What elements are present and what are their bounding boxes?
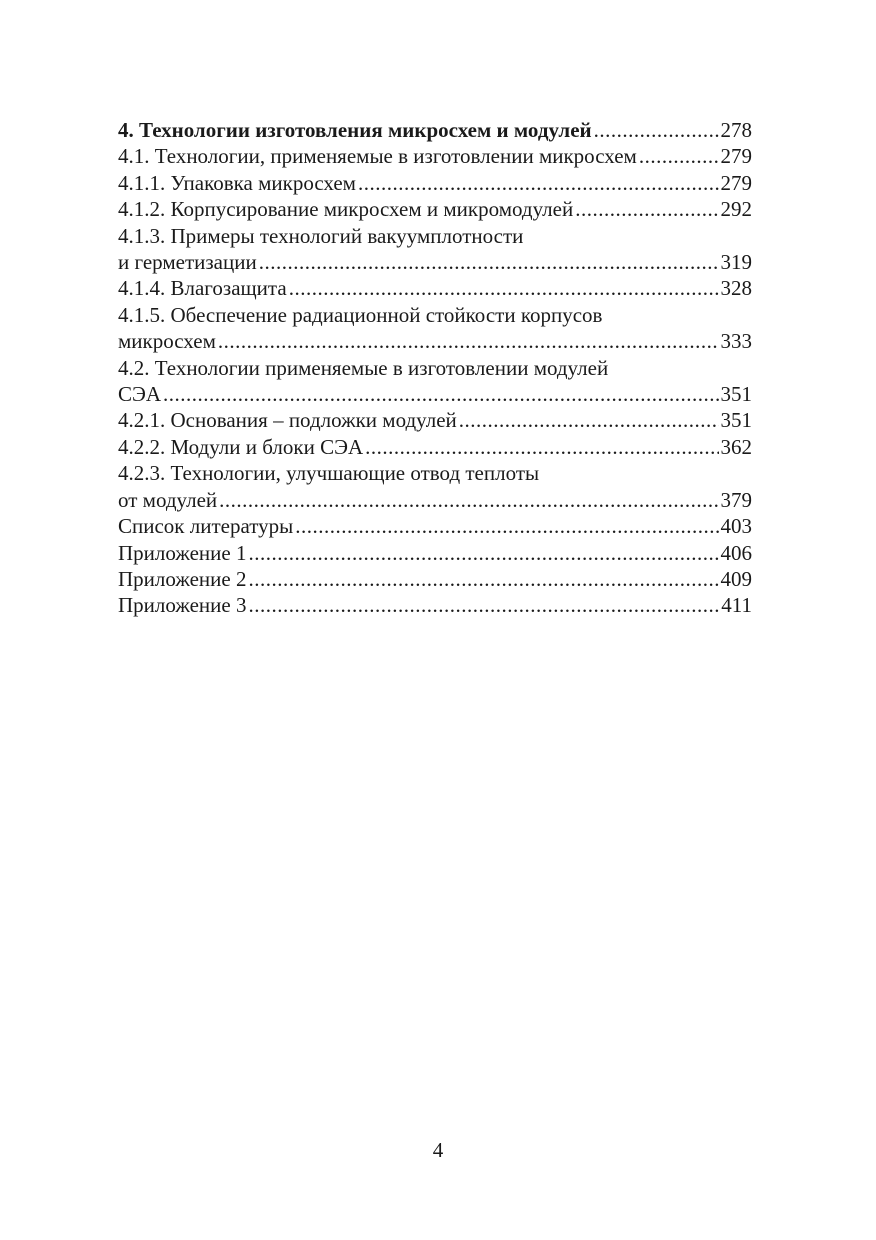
dot-leader (287, 275, 719, 301)
toc-entry (118, 170, 752, 196)
toc-entry-title: Приложение 1 (118, 540, 247, 565)
toc-entry-page: 319 (720, 250, 752, 275)
toc-entry-title-first-line: 4.2.3. Технологии, улучшающие отвод теплоты (118, 461, 540, 486)
toc-entry-page: 379 (720, 487, 752, 512)
dot-leader (592, 117, 719, 143)
toc-entry-title: 4.2.2. Модули и блоки СЭА (118, 434, 364, 459)
toc-line (118, 434, 752, 460)
toc-line (118, 328, 752, 354)
toc-entry (118, 434, 752, 460)
toc-entry (118, 566, 752, 592)
toc-entry-title: 4.2.1. Основания – подложки модулей (118, 408, 457, 433)
toc-entry (118, 540, 752, 566)
dot-leader (573, 196, 718, 222)
toc-entry (118, 513, 752, 539)
toc-line (118, 513, 752, 539)
toc-entry (118, 302, 752, 355)
dot-leader (293, 513, 718, 539)
dot-leader (246, 592, 719, 618)
page-number: 4 (432, 1138, 444, 1162)
toc-entry-title: от модулей (118, 487, 218, 512)
toc-entry-page: 279 (720, 170, 752, 195)
toc-entry (118, 143, 752, 169)
toc-entry-page: 292 (720, 197, 752, 222)
toc-line (118, 196, 752, 222)
toc-line (118, 407, 752, 433)
dot-leader (363, 434, 718, 460)
toc-entry (118, 355, 752, 408)
toc-entry-title-first-line: 4.2. Технологии применяемые в изготовлении модулей (118, 355, 609, 380)
toc-line (118, 117, 752, 143)
toc-line (118, 170, 752, 196)
dot-leader (217, 487, 718, 513)
dot-leader (457, 407, 719, 433)
toc-entry-title: микросхем (118, 329, 216, 354)
toc-entry-title: 4.1. Технологии, применяемые в изготовлении микросхем (118, 144, 637, 169)
toc-entry (118, 407, 752, 433)
toc-entry (118, 460, 752, 513)
toc-entry-page: 328 (720, 276, 752, 301)
toc-entry-title: Список литературы (118, 514, 294, 539)
toc-line (118, 592, 752, 618)
toc-entry-page: 333 (720, 329, 752, 354)
toc-line (118, 566, 752, 592)
toc-entry-page: 411 (721, 593, 752, 618)
toc-line (118, 487, 752, 513)
toc-entry-page: 278 (720, 118, 752, 142)
dot-leader (216, 328, 719, 354)
toc-entry-title: Приложение 3 (118, 593, 247, 618)
toc-entry (118, 117, 752, 143)
dot-leader (246, 566, 718, 592)
toc-entry-page: 279 (720, 144, 752, 169)
dot-leader (161, 381, 718, 407)
toc-entry-title-first-line: 4.1.3. Примеры технологий вакуумплотности (118, 223, 524, 248)
toc-entry-title: 4.1.1. Упаковка микросхем (118, 170, 356, 195)
toc-line (118, 540, 752, 566)
dot-leader (257, 249, 719, 275)
toc-entry-page: 409 (720, 566, 752, 591)
dot-leader (637, 143, 719, 169)
table-of-contents (118, 117, 752, 619)
toc-entry (118, 223, 752, 276)
toc-entry-page: 362 (720, 434, 752, 459)
toc-entry-title: СЭА (118, 382, 162, 407)
toc-entry (118, 275, 752, 301)
toc-entry (118, 592, 752, 618)
toc-entry-page: 406 (720, 540, 752, 565)
toc-entry-title: Приложение 2 (118, 566, 247, 591)
dot-leader (246, 540, 718, 566)
toc-line (118, 143, 752, 169)
toc-entry-title: и герметизации (118, 250, 257, 275)
toc-entry-title: 4.1.2. Корпусирование микросхем и микромодулей (118, 197, 574, 222)
toc-entry-page: 351 (720, 382, 752, 407)
toc-entry-page: 351 (720, 408, 752, 433)
toc-entry (118, 196, 752, 222)
toc-line (118, 249, 752, 275)
toc-entry-page: 403 (720, 514, 752, 539)
toc-entry-title: 4. Технологии изготовления микросхем и модулей (118, 118, 592, 142)
toc-line (118, 381, 752, 407)
toc-entry-title-first-line: 4.1.5. Обеспечение радиационной стойкости корпусов (118, 302, 603, 327)
dot-leader (356, 170, 719, 196)
toc-line (118, 275, 752, 301)
toc-entry-title: 4.1.4. Влагозащита (118, 276, 287, 301)
